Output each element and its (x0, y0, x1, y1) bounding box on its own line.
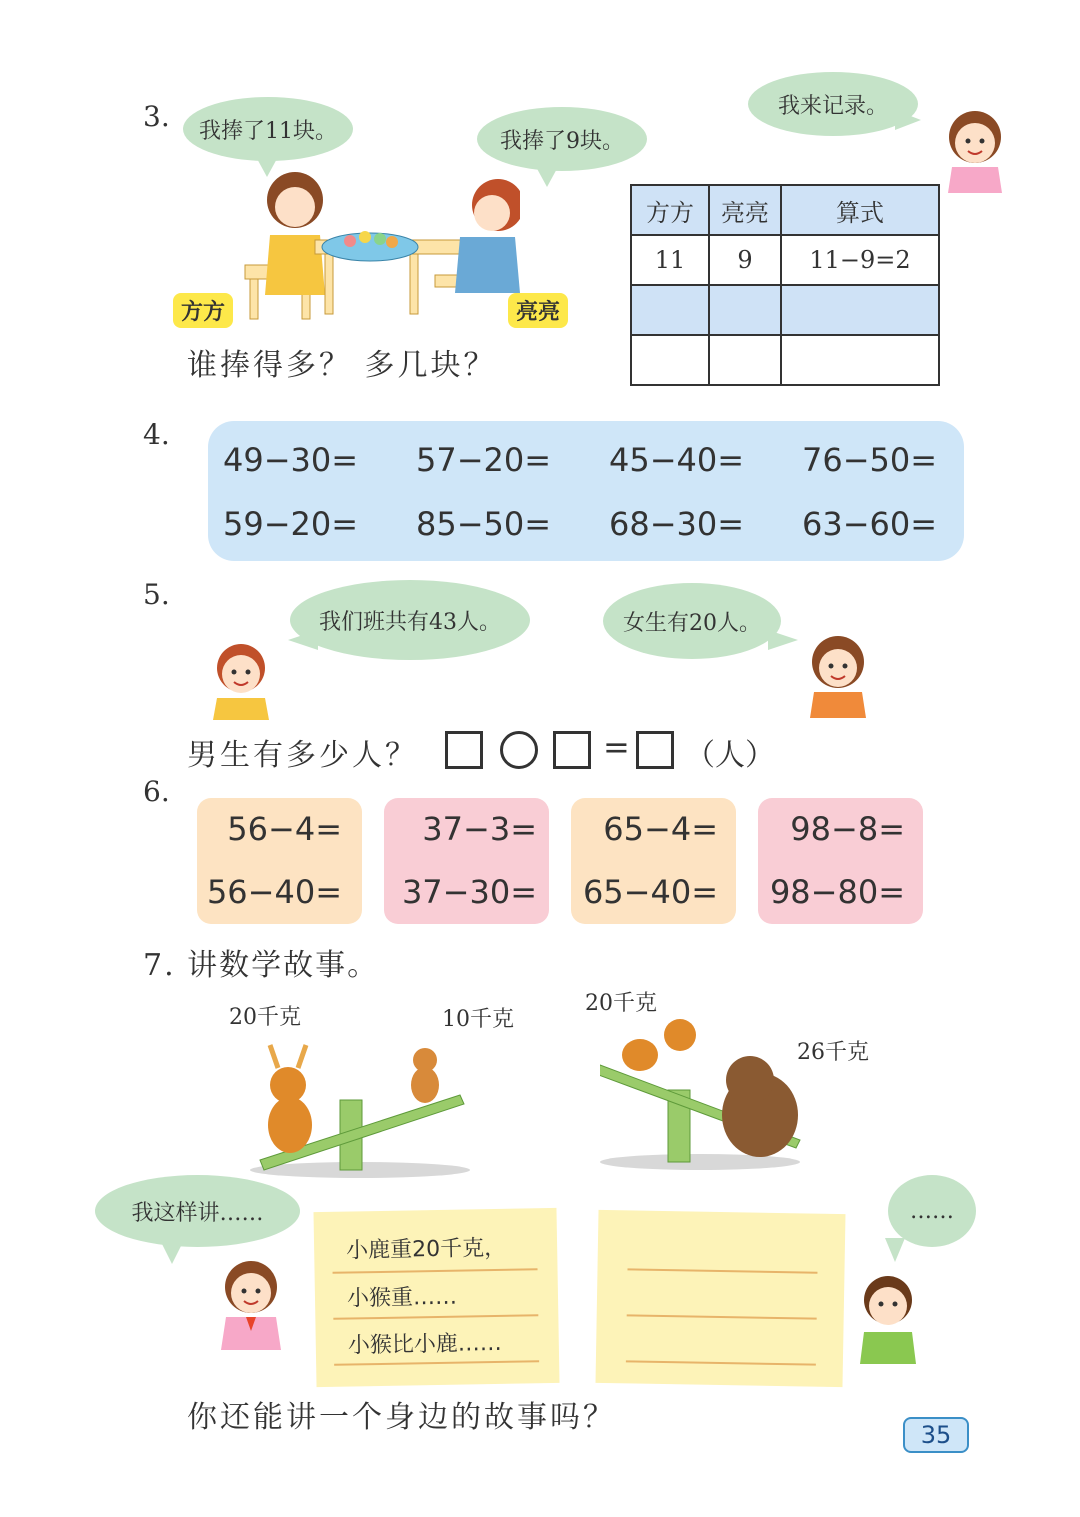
boy-illustration (203, 640, 278, 720)
speech-bubble-liangliang (477, 107, 647, 171)
girl-speech: 女生有20人。 (623, 610, 761, 636)
unit-label: （人） (685, 738, 775, 773)
story-line: 小猴比小鹿…… (347, 1330, 503, 1359)
table-cell[interactable] (709, 335, 781, 385)
note-ruled-line (333, 1268, 538, 1274)
operator-circle[interactable] (500, 731, 538, 769)
speech-bubble-boy (290, 580, 530, 660)
q4-number: 4. (143, 418, 170, 451)
table-header-cell: 方方 (631, 185, 709, 235)
exercise: 65−4= (603, 810, 718, 848)
exercise: 37−3= (422, 810, 537, 848)
recorder-girl-illustration (938, 105, 1013, 193)
q7-title: 7. 讲数学故事。 (143, 948, 380, 983)
answer-box[interactable] (445, 731, 483, 769)
table-row[interactable] (631, 285, 939, 335)
answer-box[interactable] (553, 731, 591, 769)
q5-question: 男生有多少人？ (187, 738, 418, 773)
children-sharing-blocks-illustration (230, 165, 520, 325)
exercise: 98−80= (769, 873, 905, 911)
table-row[interactable] (631, 335, 939, 385)
table-row (631, 235, 939, 285)
bear-weight-label: 26千克 (797, 1040, 869, 1065)
blank-story-note[interactable] (596, 1210, 846, 1387)
table-header-row (631, 185, 939, 235)
q3-question: 谁捧得多？ 多几块？ (187, 348, 497, 383)
note-ruled-line (333, 1314, 538, 1320)
speech-bubble-boy-story (888, 1175, 976, 1247)
exercise: 56−4= (227, 810, 342, 848)
exercise-card (758, 798, 923, 924)
speech-bubble-fangfang (183, 97, 353, 161)
bubble-tail (160, 1240, 184, 1264)
deer-weight-label: 20千克 (585, 991, 657, 1016)
speech-bubble-storyteller (95, 1175, 300, 1247)
boy-speech: 我们班共有43人。 (319, 609, 501, 635)
answer-box[interactable] (636, 731, 674, 769)
girl-illustration (798, 632, 876, 718)
boy-story-speech: …… (910, 1198, 954, 1224)
liangliang-name-tag: 亮亮 (508, 293, 568, 328)
fangfang-speech: 我捧了11块。 (199, 118, 337, 144)
bubble-tail (535, 165, 559, 187)
bubble-tail (885, 1238, 905, 1262)
note-ruled-line (627, 1314, 817, 1319)
exercise-card (384, 798, 549, 924)
table-cell[interactable] (781, 335, 939, 385)
fangfang-name-tag: 方方 (173, 293, 233, 328)
table-cell[interactable] (781, 285, 939, 335)
story-note (313, 1208, 559, 1387)
bubble-tail (288, 630, 318, 650)
exercise: 85−50= (416, 505, 552, 543)
page-number: 35 (903, 1417, 969, 1453)
equals-sign: = (603, 728, 630, 766)
speech-bubble-recorder (748, 72, 918, 136)
story-line: 小鹿重20千克， (345, 1235, 507, 1264)
table-cell[interactable] (631, 335, 709, 385)
storyteller-girl-illustration (206, 1255, 301, 1350)
table-cell: 11 (631, 235, 709, 285)
recorder-speech: 我来记录。 (777, 93, 888, 119)
table-cell[interactable] (631, 285, 709, 335)
exercise: 56−40= (206, 873, 342, 911)
record-table (630, 184, 940, 386)
exercise: 37−30= (401, 873, 537, 911)
exercise-card (571, 798, 736, 924)
q5-number: 5. (143, 578, 170, 611)
exercise: 68−30= (609, 505, 745, 543)
storyteller-speech: 我这样讲…… (131, 1200, 264, 1226)
table-cell: 9 (709, 235, 781, 285)
exercise: 45−40= (609, 441, 745, 479)
thinking-boy-illustration (858, 1272, 918, 1364)
exercise: 65−40= (582, 873, 718, 911)
note-ruled-line (334, 1360, 539, 1366)
table-header-cell: 算式 (781, 185, 939, 235)
table-header-cell: 亮亮 (709, 185, 781, 235)
speech-bubble-girl (603, 583, 781, 659)
note-ruled-line (626, 1360, 816, 1365)
q6-number: 6. (143, 775, 170, 808)
exercise-card (197, 798, 362, 924)
note-ruled-line (627, 1268, 817, 1273)
table-cell[interactable] (709, 285, 781, 335)
deer-weight-label: 20千克 (229, 1005, 301, 1030)
seesaw-deer-monkey-illustration (240, 1020, 480, 1180)
exercise: 63−60= (802, 505, 938, 543)
exercise: 57−20= (416, 441, 552, 479)
bubble-tail (768, 630, 798, 650)
seesaw-deer-bear-illustration (600, 1000, 810, 1175)
liangliang-speech: 我捧了9块。 (500, 128, 624, 154)
bubble-tail (895, 110, 921, 130)
story-line: 小猴重…… (346, 1284, 458, 1312)
table-cell: 11−9=2 (781, 235, 939, 285)
exercise: 98−8= (790, 810, 905, 848)
monkey-weight-label: 10千克 (442, 1007, 514, 1032)
q7-final-question: 你还能讲一个身边的故事吗？ (187, 1400, 616, 1435)
exercise: 59−20= (223, 505, 359, 543)
q3-number: 3. (143, 100, 170, 133)
exercise: 49−30= (223, 441, 359, 479)
exercise: 76−50= (802, 441, 938, 479)
q4-exercise-panel (208, 421, 964, 561)
